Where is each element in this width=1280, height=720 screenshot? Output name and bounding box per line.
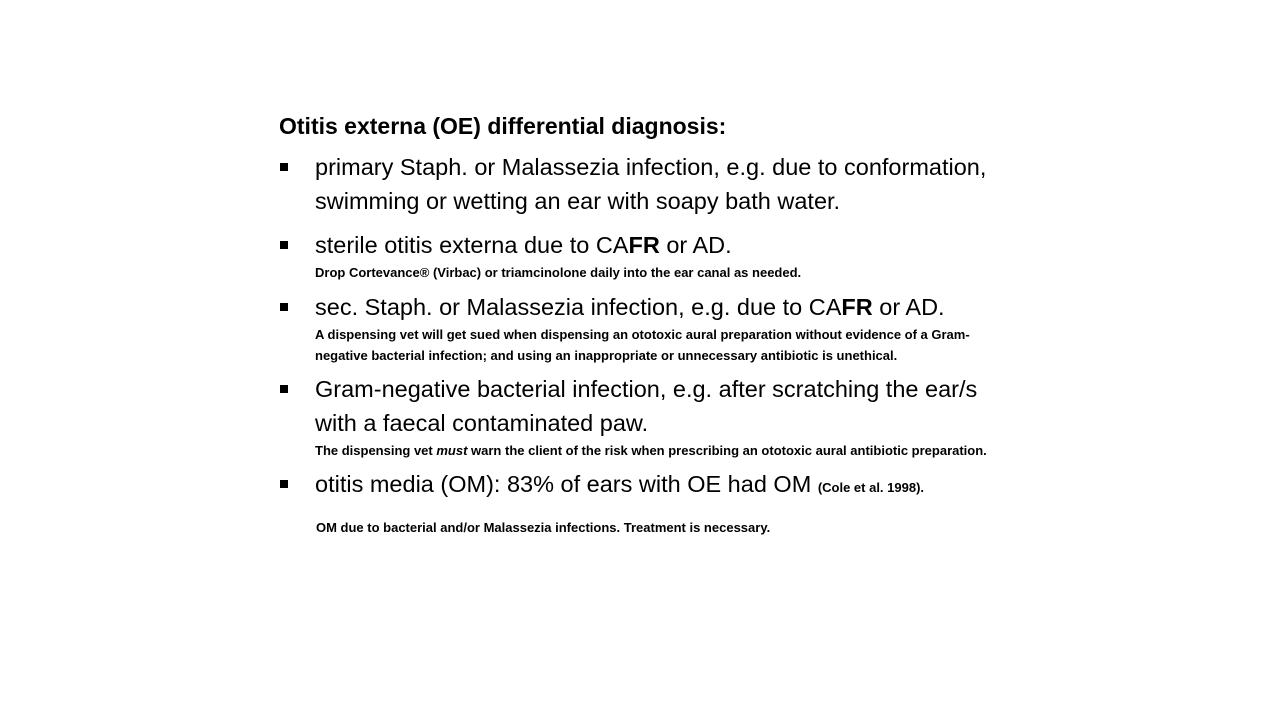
citation-end: . — [920, 480, 925, 495]
slide-heading: Otitis externa (OE) differential diagnosis: — [279, 113, 727, 139]
note-text-italic: must — [436, 443, 468, 458]
item-text-bold: FR — [628, 232, 660, 258]
bullet-item-secondary-infection — [279, 290, 1059, 366]
square-bullet-icon — [280, 241, 288, 249]
item-text-line: with a faecal contaminated paw. — [315, 410, 649, 436]
item-text: otitis media (OM): 83% of ears with OE had OM — [315, 471, 818, 497]
square-bullet-icon — [280, 480, 288, 488]
item-note: A dispensing vet will get sued when dispensing an ototoxic aural preparation without evidence of a Gram- — [315, 327, 970, 342]
item-text: sterile otitis externa due to CA — [315, 232, 629, 258]
bullet-item-gram-negative — [279, 372, 1059, 461]
bullet-item-sterile-otitis — [279, 228, 1059, 283]
item-text-line — [315, 290, 1059, 324]
citation: (Cole et al. 1998) — [817, 480, 921, 495]
square-bullet-icon — [280, 303, 288, 311]
note-text: The dispensing vet — [315, 443, 437, 458]
square-bullet-icon — [280, 163, 288, 171]
bullet-item-otitis-media — [279, 467, 1059, 505]
item-note: negative bacterial infection; and using an inappropriate or unnecessary antibiotic is unethical. — [315, 348, 898, 363]
note-text: warn the client of the risk when prescribing an ototoxic aural antibiotic preparation. — [467, 443, 987, 458]
item-text: or AD. — [872, 294, 945, 320]
item-text-line: swimming or wetting an ear with soapy bath water. — [315, 188, 841, 214]
item-text: sec. Staph. or Malassezia infection, e.g. due to CA — [315, 294, 842, 320]
item-note: Drop Cortevance® (Virbac) or triamcinolone daily into the ear canal as needed. — [315, 265, 802, 280]
item-text-line — [315, 467, 1059, 505]
item-text: or AD. — [659, 232, 732, 258]
item-text-line — [315, 228, 1059, 262]
item-text-line: Gram-negative bacterial infection, e.g. after scratching the ear/s — [315, 376, 978, 402]
item-text-bold: FR — [841, 294, 873, 320]
square-bullet-icon — [280, 385, 288, 393]
item-text-line: primary Staph. or Malassezia infection, e.g. due to conformation, — [315, 154, 987, 180]
om-note: OM due to bacterial and/or Malassezia infections. Treatment is necessary. — [316, 520, 771, 535]
item-note — [315, 440, 1059, 461]
slide-content — [279, 110, 1059, 538]
bullet-item-primary-infection — [279, 150, 1059, 218]
